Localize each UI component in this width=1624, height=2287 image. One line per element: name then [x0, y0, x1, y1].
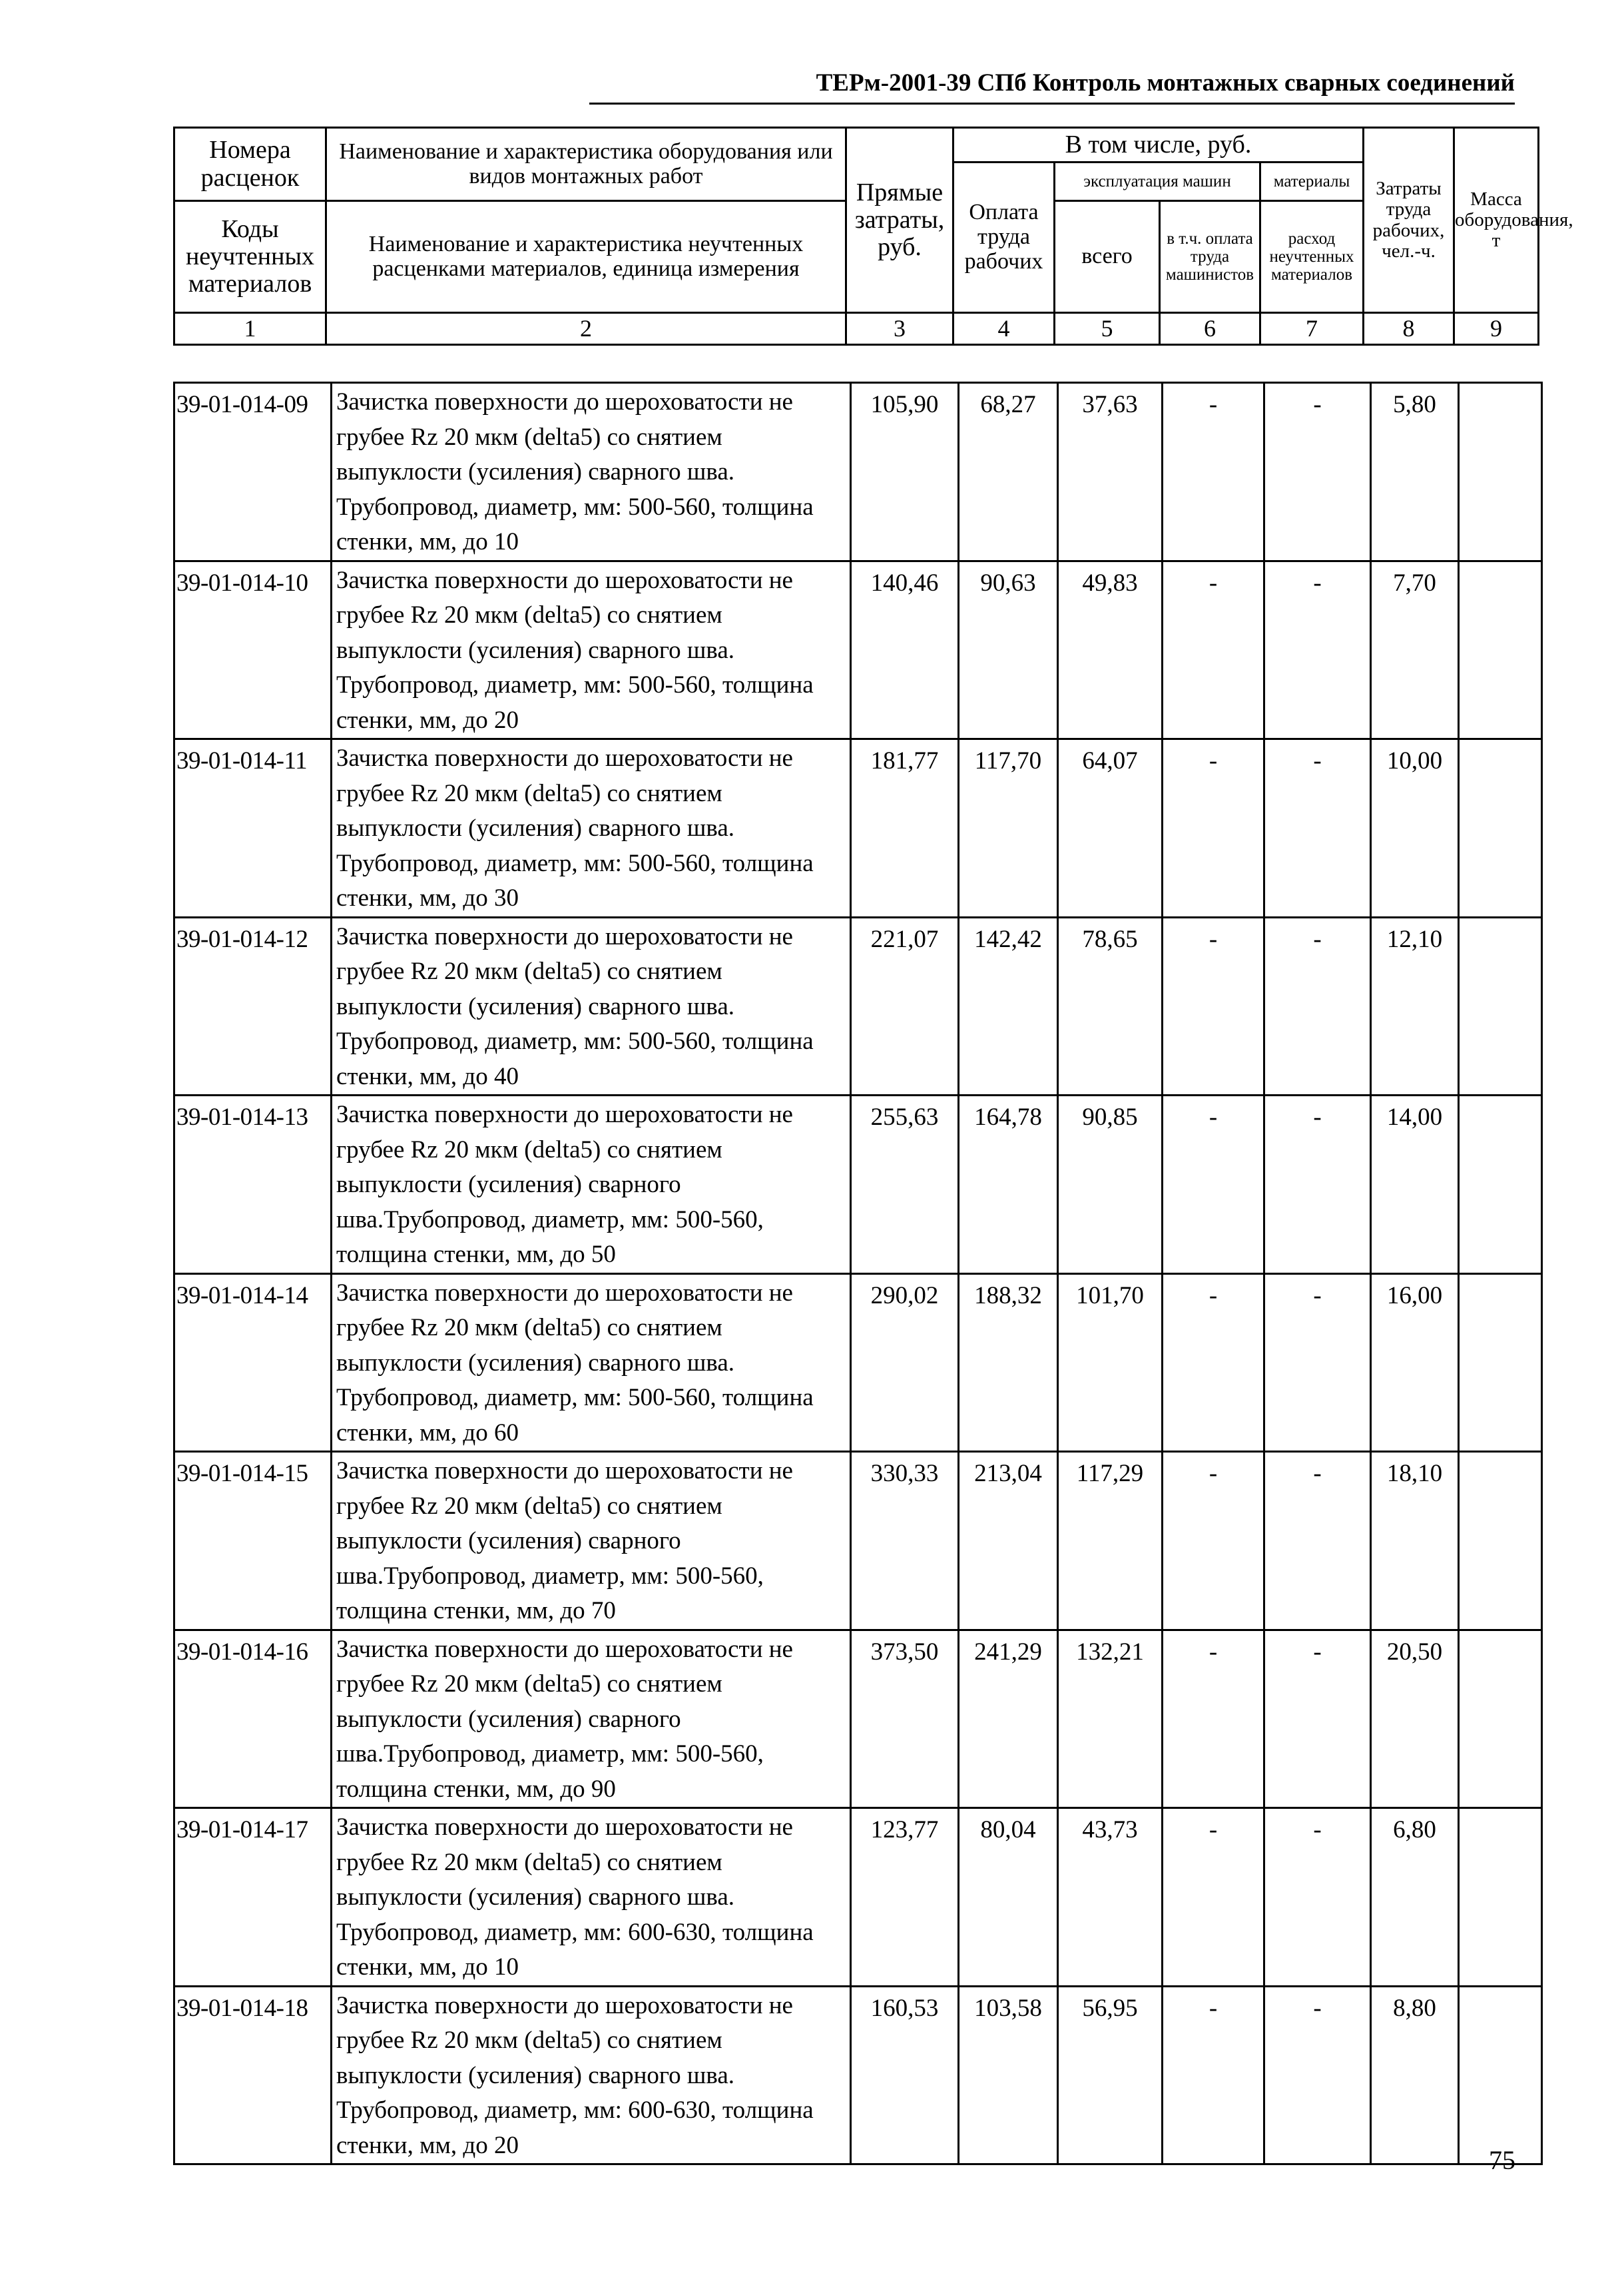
- worker-pay: 213,04: [959, 1452, 1058, 1630]
- equipment-mass: [1459, 1808, 1542, 1987]
- header-materials: материалы: [1260, 163, 1364, 201]
- work-description: Зачистка поверхности до шероховатости не грубее Rz 20 мкм (delta5) со снятием выпуклости (усиления) сварного шва. Трубопровод, диаметр, мм: 500-560, толщина стенки, мм, до 30: [332, 739, 851, 918]
- rate-code: 39-01-014-12: [174, 917, 332, 1096]
- table-row: [174, 1452, 1542, 1630]
- labor-hours: 12,10: [1371, 917, 1459, 1096]
- labor-hours: 20,50: [1371, 1630, 1459, 1808]
- worker-pay: 188,32: [959, 1273, 1058, 1452]
- labor-hours: 16,00: [1371, 1273, 1459, 1452]
- rate-code: 39-01-014-14: [174, 1273, 332, 1452]
- machine-operator-pay: -: [1163, 1630, 1264, 1808]
- machine-total: 90,85: [1058, 1096, 1163, 1274]
- work-description: Зачистка поверхности до шероховатости не грубее Rz 20 мкм (delta5) со снятием выпуклости (усиления) сварного шва.Трубопровод, диаметр, мм: 500-560, толщина стенки, мм, до 70: [332, 1452, 851, 1630]
- rate-code: 39-01-014-16: [174, 1630, 332, 1808]
- work-description: Зачистка поверхности до шероховатости не грубее Rz 20 мкм (delta5) со снятием выпуклости (усиления) сварного шва. Трубопровод, диаметр, мм: 600-630, толщина стенки, мм, до 10: [332, 1808, 851, 1987]
- worker-pay: 68,27: [959, 383, 1058, 561]
- column-number-8: 8: [1364, 313, 1454, 345]
- direct-costs: 330,33: [851, 1452, 959, 1630]
- header-unaccounted-materials: Наименование и характеристика неучтенных расценками материалов, единица измерения: [326, 201, 846, 313]
- column-number-4: 4: [953, 313, 1055, 345]
- machine-operator-pay: -: [1163, 1808, 1264, 1987]
- header-direct-costs: Прямые затраты, руб.: [846, 128, 953, 313]
- column-number-6: 6: [1160, 313, 1260, 345]
- direct-costs: 221,07: [851, 917, 959, 1096]
- worker-pay: 142,42: [959, 917, 1058, 1096]
- machine-total: 64,07: [1058, 739, 1163, 918]
- direct-costs: 255,63: [851, 1096, 959, 1274]
- labor-hours: 18,10: [1371, 1452, 1459, 1630]
- labor-hours: 8,80: [1371, 1986, 1459, 2164]
- direct-costs: 373,50: [851, 1630, 959, 1808]
- header-table: [173, 127, 1573, 346]
- column-number-1: 1: [174, 313, 326, 345]
- labor-hours: 7,70: [1371, 561, 1459, 739]
- unaccounted-materials: -: [1264, 1630, 1371, 1808]
- machine-total: 56,95: [1058, 1986, 1163, 2164]
- unaccounted-materials: -: [1264, 1452, 1371, 1630]
- direct-costs: 181,77: [851, 739, 959, 918]
- header-labor-hours: Затраты труда рабочих, чел.-ч.: [1364, 128, 1454, 313]
- direct-costs: 140,46: [851, 561, 959, 739]
- machine-total: 101,70: [1058, 1273, 1163, 1452]
- machine-operator-pay: -: [1163, 1273, 1264, 1452]
- table-row: [174, 917, 1542, 1096]
- machine-operator-pay: -: [1163, 1096, 1264, 1274]
- rate-code: 39-01-014-17: [174, 1808, 332, 1987]
- rate-code: 39-01-014-18: [174, 1986, 332, 2164]
- equipment-mass: [1459, 383, 1542, 561]
- labor-hours: 6,80: [1371, 1808, 1459, 1987]
- unaccounted-materials: -: [1264, 383, 1371, 561]
- machine-total: 37,63: [1058, 383, 1163, 561]
- column-number-2: 2: [326, 313, 846, 345]
- column-number-9: 9: [1454, 313, 1539, 345]
- worker-pay: 164,78: [959, 1096, 1058, 1274]
- machine-total: 78,65: [1058, 917, 1163, 1096]
- unaccounted-materials: -: [1264, 561, 1371, 739]
- direct-costs: 290,02: [851, 1273, 959, 1452]
- machine-total: 132,21: [1058, 1630, 1163, 1808]
- table-row: [174, 1808, 1542, 1987]
- equipment-mass: [1459, 1096, 1542, 1274]
- direct-costs: 160,53: [851, 1986, 959, 2164]
- equipment-mass: [1459, 739, 1542, 918]
- header-worker-pay: Оплата труда рабочих: [953, 163, 1055, 313]
- direct-costs: 123,77: [851, 1808, 959, 1987]
- table-row: [174, 561, 1542, 739]
- labor-hours: 5,80: [1371, 383, 1459, 561]
- labor-hours: 10,00: [1371, 739, 1459, 918]
- machine-operator-pay: -: [1163, 1452, 1264, 1630]
- unaccounted-materials: -: [1264, 1808, 1371, 1987]
- machine-operator-pay: -: [1163, 739, 1264, 918]
- table-row: [174, 1273, 1542, 1452]
- work-description: Зачистка поверхности до шероховатости не грубее Rz 20 мкм (delta5) со снятием выпуклости (усиления) сварного шва. Трубопровод, диаметр, мм: 500-560, толщина стенки, мм, до 40: [332, 917, 851, 1096]
- equipment-mass: [1459, 561, 1542, 739]
- work-description: Зачистка поверхности до шероховатости не грубее Rz 20 мкм (delta5) со снятием выпуклости (усиления) сварного шва.Трубопровод, диаметр, мм: 500-560, толщина стенки, мм, до 50: [332, 1096, 851, 1274]
- unaccounted-materials: -: [1264, 1273, 1371, 1452]
- header-including: В том числе, руб.: [953, 128, 1364, 163]
- table-row: [174, 1096, 1542, 1274]
- work-description: Зачистка поверхности до шероховатости не грубее Rz 20 мкм (delta5) со снятием выпуклости (усиления) сварного шва. Трубопровод, диаметр, мм: 500-560, толщина стенки, мм, до 10: [332, 383, 851, 561]
- rate-code: 39-01-014-13: [174, 1096, 332, 1274]
- worker-pay: 103,58: [959, 1986, 1058, 2164]
- labor-hours: 14,00: [1371, 1096, 1459, 1274]
- column-number-3: 3: [846, 313, 953, 345]
- worker-pay: 117,70: [959, 739, 1058, 918]
- unaccounted-materials: -: [1264, 1986, 1371, 2164]
- machine-operator-pay: -: [1163, 1986, 1264, 2164]
- header-machine-total: всего: [1055, 201, 1160, 313]
- unaccounted-materials: -: [1264, 1096, 1371, 1274]
- direct-costs: 105,90: [851, 383, 959, 561]
- unaccounted-materials: -: [1264, 739, 1371, 918]
- equipment-mass: [1459, 1630, 1542, 1808]
- header-unaccounted-consumption: расход неучтенных материалов: [1260, 201, 1364, 313]
- equipment-mass: [1459, 1273, 1542, 1452]
- header-unaccounted-codes: Коды неучтенных материалов: [174, 201, 326, 313]
- rate-code: 39-01-014-09: [174, 383, 332, 561]
- table-row: [174, 1630, 1542, 1808]
- machine-operator-pay: -: [1163, 561, 1264, 739]
- machine-operator-pay: -: [1163, 383, 1264, 561]
- worker-pay: 80,04: [959, 1808, 1058, 1987]
- machine-total: 49,83: [1058, 561, 1163, 739]
- header-rates: Номера расценок: [174, 128, 326, 201]
- machine-total: 117,29: [1058, 1452, 1163, 1630]
- rates-table: [173, 382, 1543, 2165]
- rate-code: 39-01-014-11: [174, 739, 332, 918]
- equipment-mass: [1459, 1986, 1542, 2164]
- work-description: Зачистка поверхности до шероховатости не грубее Rz 20 мкм (delta5) со снятием выпуклости (усиления) сварного шва. Трубопровод, диаметр, мм: 500-560, толщина стенки, мм, до 60: [332, 1273, 851, 1452]
- work-description: Зачистка поверхности до шероховатости не грубее Rz 20 мкм (delta5) со снятием выпуклости (усиления) сварного шва. Трубопровод, диаметр, мм: 500-560, толщина стенки, мм, до 20: [332, 561, 851, 739]
- work-description: Зачистка поверхности до шероховатости не грубее Rz 20 мкм (delta5) со снятием выпуклости (усиления) сварного шва.Трубопровод, диаметр, мм: 500-560, толщина стенки, мм, до 90: [332, 1630, 851, 1808]
- header-machine-operator-pay: в т.ч. оплата труда машинистов: [1160, 201, 1260, 313]
- table-row: [174, 383, 1542, 561]
- header-equipment-mass: Масса оборудования, т: [1454, 128, 1539, 313]
- equipment-mass: [1459, 1452, 1542, 1630]
- running-head: ТЕРм-2001-39 СПб Контроль монтажных сварных соединений: [589, 68, 1515, 105]
- table-row: [174, 739, 1542, 918]
- work-description: Зачистка поверхности до шероховатости не грубее Rz 20 мкм (delta5) со снятием выпуклости (усиления) сварного шва. Трубопровод, диаметр, мм: 600-630, толщина стенки, мм, до 20: [332, 1986, 851, 2164]
- machine-total: 43,73: [1058, 1808, 1163, 1987]
- unaccounted-materials: -: [1264, 917, 1371, 1096]
- header-machine-operation: эксплуатация машин: [1055, 163, 1260, 201]
- worker-pay: 241,29: [959, 1630, 1058, 1808]
- page-number: 75: [1489, 2145, 1515, 2175]
- column-number-5: 5: [1055, 313, 1160, 345]
- worker-pay: 90,63: [959, 561, 1058, 739]
- table-row: [174, 1986, 1542, 2164]
- column-number-7: 7: [1260, 313, 1364, 345]
- header-work-name: Наименование и характеристика оборудования или видов монтажных работ: [326, 128, 846, 201]
- rate-code: 39-01-014-10: [174, 561, 332, 739]
- equipment-mass: [1459, 917, 1542, 1096]
- rate-code: 39-01-014-15: [174, 1452, 332, 1630]
- machine-operator-pay: -: [1163, 917, 1264, 1096]
